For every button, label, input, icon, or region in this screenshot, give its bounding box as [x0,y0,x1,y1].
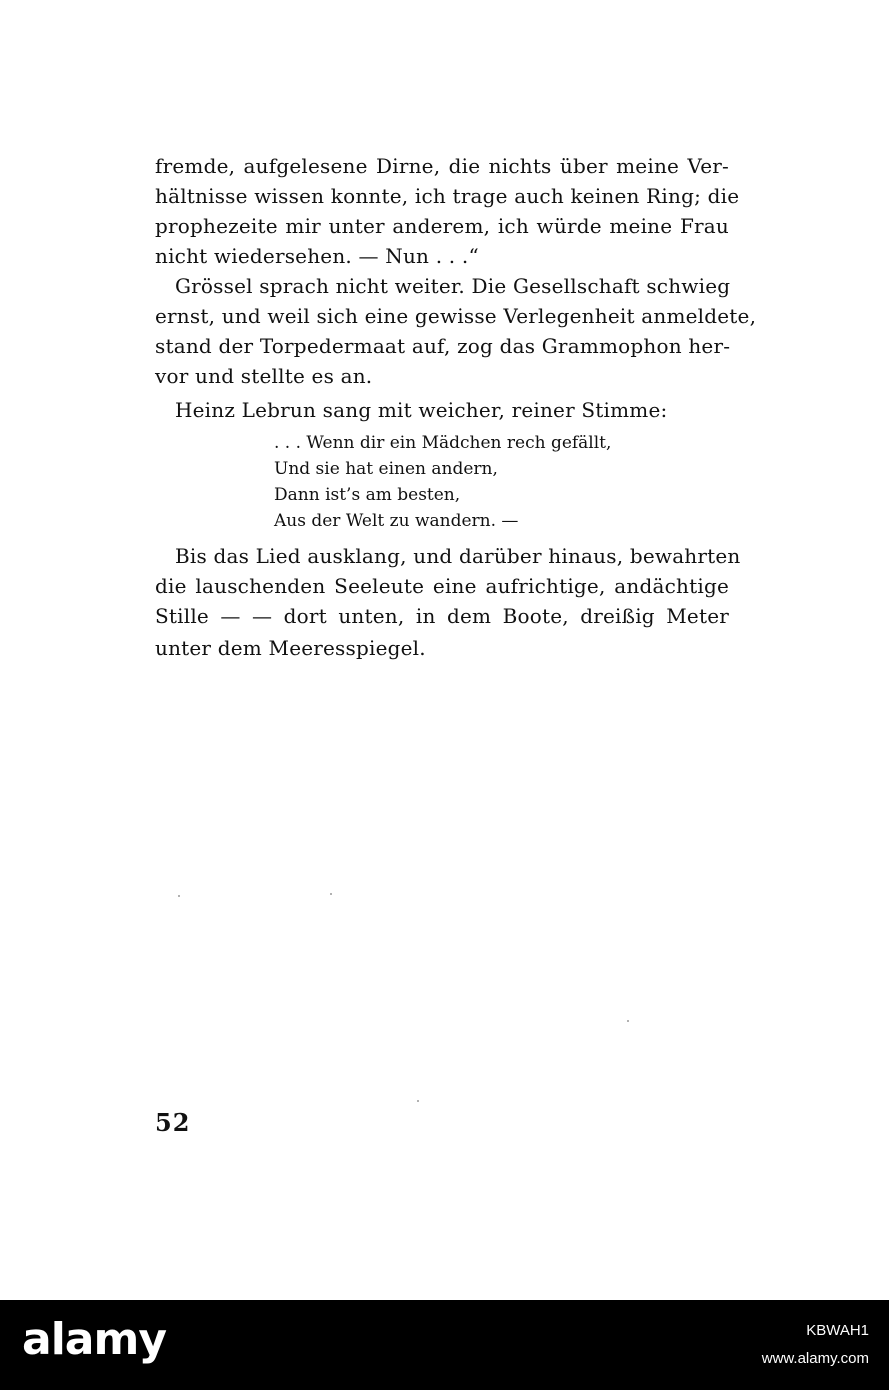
verse-line: Und sie hat einen andern, [274,459,498,479]
scan-speck [178,895,180,897]
text-line: fremde, aufgelesene Dirne, die nichts über meine Ver- [155,154,729,178]
text-line: prophezeite mir unter anderem, ich würde meine Frau [155,214,729,238]
scan-speck [330,893,332,895]
alamy-logo: alamy [22,1314,166,1365]
text-line: die lauschenden Seeleute eine aufrichtige, andächtige [155,574,729,598]
text-line: stand der Torpedermaat auf, zog das Grammophon her- [155,334,731,358]
page-number: 52 [155,1108,191,1137]
verse-line: Aus der Welt zu wandern. — [274,511,519,531]
image-id: KBWAH1 [806,1322,869,1339]
text-line: hältnisse wissen konnte, ich trage auch keinen Ring; die [155,184,740,208]
text-line: Stille — — dort unten, in dem Boote, dreißig Meter [155,604,729,628]
text-line: Grössel sprach nicht weiter. Die Gesellschaft schwieg [175,274,731,298]
verse-line: . . . Wenn dir ein Mädchen rech gefällt, [274,433,612,453]
text-line: Heinz Lebrun sang mit weicher, reiner Stimme: [175,398,668,422]
scan-speck [627,1020,629,1022]
text-line: unter dem Meeresspiegel. [155,636,426,660]
verse-line: Dann ist’s am besten, [274,485,461,505]
text-line: nicht wiedersehen. — Nun . . .“ [155,244,479,268]
site-url: www.alamy.com [761,1350,869,1367]
text-line: vor und stellte es an. [155,364,373,388]
text-line: Bis das Lied ausklang, und darüber hinaus, bewahrten [175,544,741,568]
watermark-banner [0,1300,889,1390]
text-line: ernst, und weil sich eine gewisse Verlegenheit anmeldete, [155,304,757,328]
scan-speck [417,1100,419,1102]
